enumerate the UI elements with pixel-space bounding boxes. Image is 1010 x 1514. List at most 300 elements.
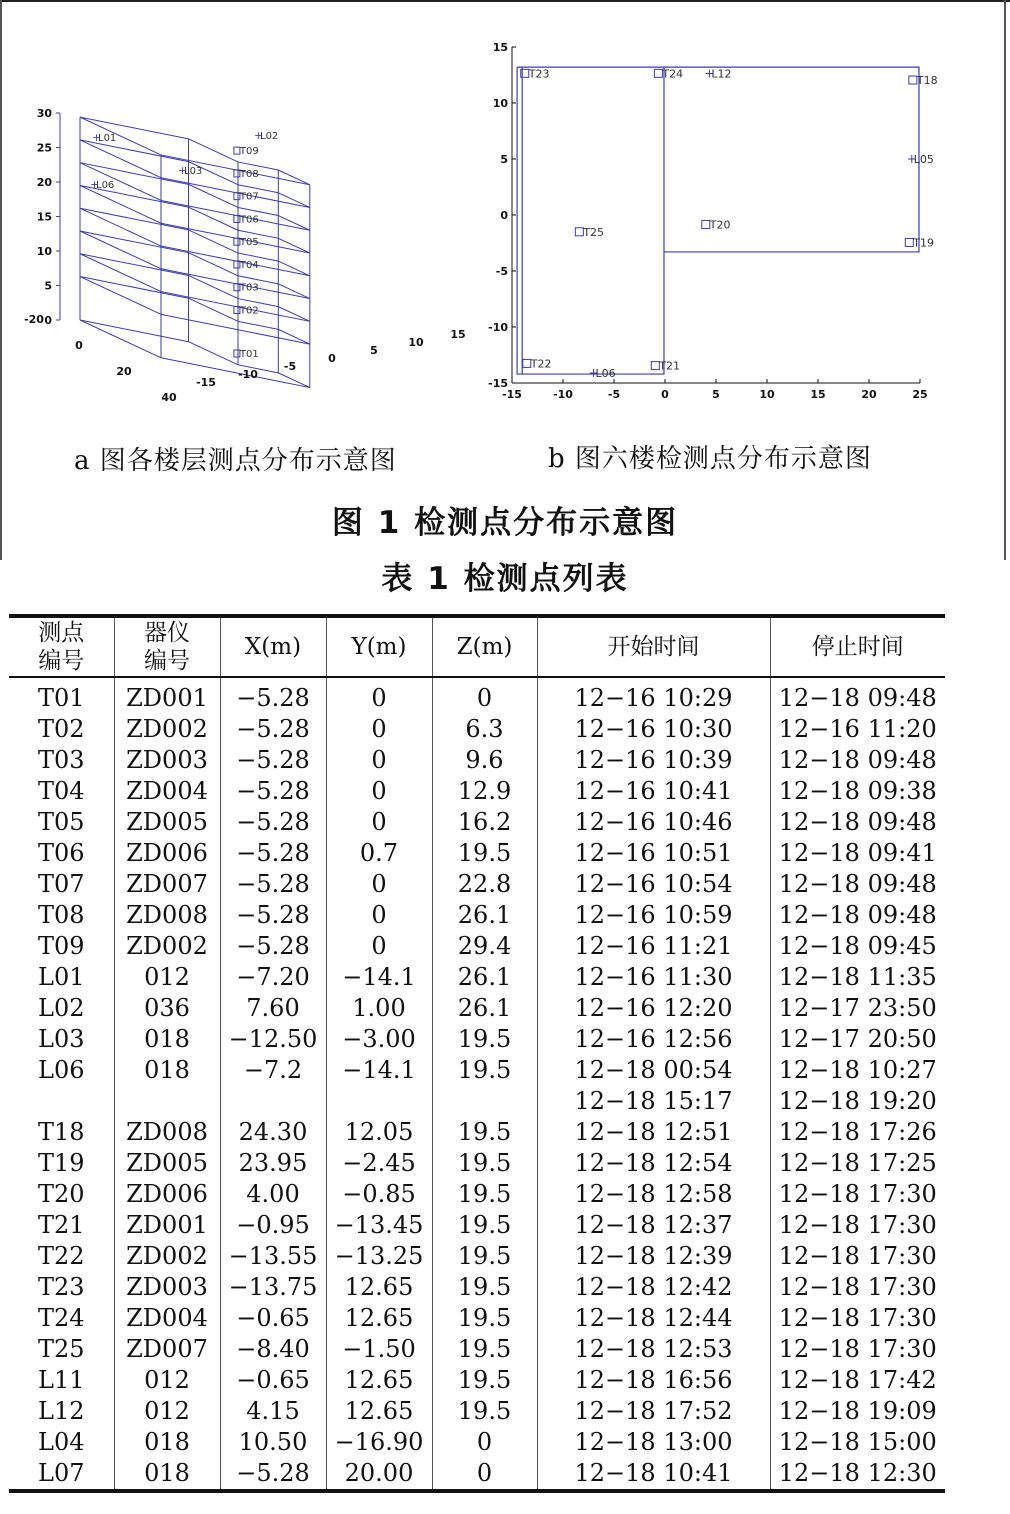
table-row <box>9 714 945 745</box>
figure-b-y-tick-label: -10 <box>488 321 508 334</box>
figure-a-y-tick-label: 20 <box>116 365 132 378</box>
figure-a-floor-edge <box>80 231 189 253</box>
table-cell: ZD005 <box>114 1148 220 1179</box>
figure-b-point-label: L06 <box>595 366 616 380</box>
figure-a-frame <box>56 113 310 388</box>
figure-a-x-tick-label: 15 <box>450 328 466 341</box>
table-cell: ZD002 <box>114 1241 220 1272</box>
table-cell: 19.5 <box>432 1055 537 1086</box>
table-cell <box>326 1086 432 1117</box>
table-cell: 23.95 <box>220 1148 326 1179</box>
table-cell: ZD007 <box>114 869 220 900</box>
figure-a-point-marker: + <box>92 131 102 144</box>
table-cell: 12−18 12:42 <box>537 1272 770 1303</box>
table-cell: T06 <box>9 838 114 869</box>
table-cell: ZD002 <box>114 931 220 962</box>
table-cell: 12−18 10:27 <box>778 1056 937 1084</box>
table-cell: 20.00 <box>326 1458 432 1491</box>
table-cell: 012 <box>114 1365 220 1396</box>
table-cell: 12.65 <box>326 1365 432 1396</box>
figure-a-x-tick-label: -10 <box>238 368 258 381</box>
table-cell: −13.75 <box>220 1272 326 1303</box>
table-cell: 12−18 19:20 <box>778 1087 937 1115</box>
figure-a-points <box>90 129 278 360</box>
table-cell: T19 <box>9 1148 114 1179</box>
figure-a-point-label: T09 <box>239 146 259 158</box>
figure-b-x-tick-label: 20 <box>861 388 877 401</box>
figure-b-x-tick-label: -10 <box>553 388 573 401</box>
table-cell: 012 <box>114 1396 220 1427</box>
table-cell: −13.55 <box>220 1241 326 1272</box>
figure-a-point-label: L01 <box>98 133 117 144</box>
table-cell: −2.45 <box>326 1148 432 1179</box>
table-cell: 19.5 <box>432 838 537 869</box>
figure-a-floor-edge <box>80 254 161 292</box>
table-row <box>9 776 945 807</box>
table-cell: 12−18 12:37 <box>537 1210 770 1241</box>
table-cell: T04 <box>9 776 114 807</box>
figure-a-3d-floors <box>24 80 470 404</box>
figure-a-y-tick-label: 40 <box>161 391 177 404</box>
table-cell: T21 <box>9 1210 114 1241</box>
figure-a-floor-edge <box>189 139 239 162</box>
table-cell: L12 <box>9 1396 114 1427</box>
figure-b-point-label: L05 <box>913 153 934 166</box>
figure-a-floor-edge <box>278 329 310 344</box>
table-cell: 0 <box>432 1427 537 1458</box>
table-cell: 12−16 12:20 <box>537 993 770 1024</box>
table-cell: 12−18 12:30 <box>778 1459 937 1487</box>
table-row <box>9 931 945 962</box>
table-header-text: X(m) <box>244 634 302 660</box>
table-row <box>9 1179 945 1210</box>
table-row <box>9 1024 945 1055</box>
table-cell: 12−18 12:44 <box>537 1303 770 1334</box>
table-cell: −5.28 <box>220 677 326 714</box>
table-header-cell <box>432 616 537 677</box>
table-cell: 12−16 11:21 <box>537 931 770 962</box>
figure-b-point-marker <box>702 221 710 229</box>
figure-b-point-marker <box>654 69 662 77</box>
table-cell: 0 <box>326 714 432 745</box>
table-row <box>9 1272 945 1303</box>
table-cell: T18 <box>9 1117 114 1148</box>
table-header-row <box>9 616 945 677</box>
figure-b-x-tick-label: -15 <box>502 388 522 401</box>
table-cell: 26.1 <box>432 993 537 1024</box>
figure-a-point-marker: + <box>90 178 100 191</box>
figure-a-point-label: L06 <box>96 180 115 191</box>
table-cell: 22.8 <box>432 869 537 900</box>
table-cell: −13.45 <box>326 1210 432 1241</box>
figure-b-point-marker <box>909 76 917 84</box>
table-cell: −5.28 <box>220 714 326 745</box>
table-cell: 12−18 12:51 <box>537 1117 770 1148</box>
figure-a-floor-edge <box>278 284 310 299</box>
table-cell: −5.28 <box>220 931 326 962</box>
figure-a-point-marker: + <box>254 129 264 142</box>
table-cell: −12.50 <box>220 1024 326 1055</box>
table-cell: 0 <box>326 931 432 962</box>
figure-a-y-tick-label: -20 <box>24 313 44 326</box>
figure-a-floor-edge <box>80 208 161 246</box>
table-cell: ZD008 <box>114 1117 220 1148</box>
table-row <box>9 1396 945 1427</box>
table-row <box>9 993 945 1024</box>
table-cell: 26.1 <box>432 962 537 993</box>
table-cell: −13.25 <box>326 1241 432 1272</box>
table-cell: 12−18 17:30 <box>778 1180 937 1208</box>
table-cell <box>220 1086 326 1117</box>
table-cell <box>432 1086 537 1117</box>
figure-a-x-tick-label: 10 <box>408 336 424 349</box>
table-cell: ZD003 <box>114 745 220 776</box>
table-cell: 12−18 12:58 <box>537 1179 770 1210</box>
table-cell: ZD004 <box>114 776 220 807</box>
table-cell: 12−18 11:35 <box>778 963 937 991</box>
figure-a-point-label: T07 <box>239 191 259 203</box>
table-cell: T05 <box>9 807 114 838</box>
table-cell: L07 <box>9 1458 114 1491</box>
table-cell: −5.28 <box>220 745 326 776</box>
figure-a-z-tick-label: 10 <box>36 245 52 258</box>
table-row <box>9 677 945 714</box>
table-cell: T22 <box>9 1241 114 1272</box>
table-cell: 12−18 09:45 <box>778 932 937 960</box>
table-cell: ZD006 <box>114 1179 220 1210</box>
table-cell: T09 <box>9 931 114 962</box>
table-cell: 12.9 <box>432 776 537 807</box>
table-cell: ZD006 <box>114 838 220 869</box>
figure-b-y-tick-label: 10 <box>492 97 508 110</box>
table-cell: −0.65 <box>220 1365 326 1396</box>
figure-b-floor-plan <box>490 35 950 415</box>
table-cell: 9.6 <box>432 745 537 776</box>
table-cell: 12−18 17:30 <box>778 1242 937 1270</box>
figure-a-point-label: T01 <box>239 348 259 360</box>
table-header-cell <box>114 616 220 677</box>
table-cell: ZD007 <box>114 1334 220 1365</box>
table-row <box>9 1148 945 1179</box>
table-cell: 19.5 <box>432 1024 537 1055</box>
table-cell: −14.1 <box>326 962 432 993</box>
table-cell: 12−18 09:48 <box>778 684 937 712</box>
table-cell: 12−16 10:59 <box>537 900 770 931</box>
table-cell: ZD001 <box>114 677 220 714</box>
table-cell: T23 <box>9 1272 114 1303</box>
table-cell: 10.50 <box>220 1427 326 1458</box>
table-row <box>9 1458 945 1491</box>
table-cell: 12−18 00:54 <box>537 1055 770 1086</box>
table-cell: 12−18 09:48 <box>778 808 937 836</box>
table-cell: 6.3 <box>432 714 537 745</box>
figure-a-x-tick-label: -15 <box>196 376 216 389</box>
figure-b-point-label: T19 <box>913 236 935 250</box>
table-cell: 12−18 09:48 <box>778 746 937 774</box>
figure-a-floor-edge <box>80 254 189 276</box>
table-cell: 12.65 <box>326 1303 432 1334</box>
table-cell: 19.5 <box>432 1179 537 1210</box>
table-row <box>9 1303 945 1334</box>
table-header-cell <box>326 616 432 677</box>
table-cell: −5.28 <box>220 900 326 931</box>
table-cell: 12−16 12:56 <box>537 1024 770 1055</box>
table-cell: 0.7 <box>326 838 432 869</box>
figure-a-point-label: T02 <box>239 305 259 317</box>
table-cell: 12−18 17:25 <box>778 1149 937 1177</box>
table-cell: 12−18 15:17 <box>537 1086 770 1117</box>
table-cell: 12−18 19:09 <box>778 1397 937 1425</box>
figure-a-z-tick-label: 25 <box>36 141 52 155</box>
figure-b-y-tick-label: -15 <box>488 377 508 390</box>
figure-a-point-label: L03 <box>184 166 203 177</box>
table-header-text: Z(m) <box>456 634 513 660</box>
figure-a-point-label: L02 <box>260 131 279 142</box>
table-cell: 12−18 16:56 <box>537 1365 770 1396</box>
table-header-text: 编号 <box>144 648 190 674</box>
figure-title: 图 1 检测点分布示意图 <box>331 505 679 541</box>
figure-b-point-label: L12 <box>711 67 732 81</box>
figure-a-floor-edge <box>278 238 310 253</box>
table-cell: 12−18 17:42 <box>778 1366 937 1394</box>
figure-b-point-marker: + <box>704 66 715 81</box>
table-cell: 018 <box>114 1055 220 1086</box>
table-cell: −8.40 <box>220 1334 326 1365</box>
table-cell: 19.5 <box>432 1241 537 1272</box>
figure-a-z-tick-label: 15 <box>36 210 52 224</box>
table-cell: 12−18 17:30 <box>778 1211 937 1239</box>
figure-a-floor-edge <box>80 277 189 299</box>
figure-b-wall-left-room <box>517 67 664 374</box>
figure-b-point-marker: + <box>588 365 599 380</box>
table-cell: 12−16 10:54 <box>537 869 770 900</box>
figure-b-point-label: T22 <box>530 357 552 371</box>
figure-b-points <box>521 66 938 380</box>
table-row <box>9 1210 945 1241</box>
table-cell: 12−18 12:39 <box>537 1241 770 1272</box>
figure-a-z-tick-label: 5 <box>44 279 52 293</box>
table-cell: 12−18 17:30 <box>778 1335 937 1363</box>
table-cell: L04 <box>9 1427 114 1458</box>
table-cell: 19.5 <box>432 1365 537 1396</box>
table-cell: T03 <box>9 745 114 776</box>
table-cell: −0.65 <box>220 1303 326 1334</box>
figure-a-floor-edge <box>278 216 310 231</box>
caption-a: a 图各楼层测点分布示意图 <box>74 446 397 476</box>
figure-b-y-tick-label: 0 <box>500 209 508 222</box>
table-cell: 0 <box>326 807 432 838</box>
figure-a-floor-edge <box>80 140 161 178</box>
figure-b-y-tick-label: -5 <box>495 265 508 278</box>
table-cell: 12−18 17:30 <box>778 1304 937 1332</box>
table-cell: 12−18 09:41 <box>778 839 937 867</box>
table-header-cell <box>220 616 326 677</box>
figure-a-x-tick-label: 5 <box>370 344 378 357</box>
table-cell: 19.5 <box>432 1148 537 1179</box>
table-cell: 29.4 <box>432 931 537 962</box>
figure-a-floor-edge <box>80 231 161 269</box>
figure-a-point-label: T03 <box>239 282 259 294</box>
figure-b-x-tick-label: 10 <box>759 388 775 401</box>
figure-a-floor-edge <box>238 321 278 329</box>
caption-b: b 图六楼检测点分布示意图 <box>548 444 872 474</box>
table-row <box>9 869 945 900</box>
figure-a-floor-edge <box>80 208 189 230</box>
table-cell: 12−16 11:30 <box>537 962 770 993</box>
table-cell: ZD002 <box>114 714 220 745</box>
figure-a-floor-edge <box>278 307 310 322</box>
figure-b-x-tick-label: -5 <box>607 388 621 401</box>
table-row <box>9 807 945 838</box>
table-row <box>9 900 945 931</box>
table-row <box>9 1427 945 1458</box>
left-border <box>0 0 2 560</box>
table-cell: 19.5 <box>432 1396 537 1427</box>
table-header-text: 器仪 <box>144 620 190 646</box>
table-cell: 0 <box>326 776 432 807</box>
figure-b-point-marker: + <box>906 152 917 166</box>
figure-a-floor-edge <box>80 320 161 358</box>
figure-b-y-tick-label: 5 <box>500 153 508 166</box>
figure-a-z-tick-label: 0 <box>44 314 52 327</box>
figure-b-y-tick-label: 15 <box>492 41 508 54</box>
table-cell: T01 <box>9 677 114 714</box>
figure-a-z-tick-label: 20 <box>36 176 52 189</box>
table-cell: 012 <box>114 962 220 993</box>
figure-b-axes <box>512 47 920 383</box>
table-cell: T08 <box>9 900 114 931</box>
table-header-text: 停止时间 <box>811 634 904 660</box>
table-cell: 12−18 15:00 <box>778 1428 937 1456</box>
table-cell: −7.20 <box>220 962 326 993</box>
table-row <box>9 1117 945 1148</box>
table-cell: 0 <box>326 677 432 714</box>
top-border <box>0 0 1010 2</box>
table-cell: −5.28 <box>220 1458 326 1491</box>
table-header-cell <box>770 616 945 677</box>
figure-a-y-tick-label: 0 <box>75 339 83 352</box>
figure-b-point-marker <box>651 362 659 370</box>
table-cell: −3.00 <box>326 1024 432 1055</box>
figure-b-point-label: T21 <box>659 359 681 373</box>
figure-b-point-label: T18 <box>916 74 938 88</box>
table-row <box>9 1055 945 1086</box>
table-row <box>9 745 945 776</box>
table-cell: 018 <box>114 1024 220 1055</box>
table-cell: 0 <box>432 1458 537 1491</box>
figure-b-point-marker <box>523 359 531 367</box>
table-cell: 12−16 10:46 <box>537 807 770 838</box>
table-cell: −0.95 <box>220 1210 326 1241</box>
figure-a-floor-edge <box>189 342 239 365</box>
table-cell: −5.28 <box>220 807 326 838</box>
table-header-cell <box>537 616 770 677</box>
table-cell: 12−16 11:20 <box>778 715 937 743</box>
table-cell: ZD001 <box>114 1210 220 1241</box>
figure-b-point-label: T24 <box>662 67 684 81</box>
table-cell: 0 <box>326 745 432 776</box>
table-cell: 0 <box>326 869 432 900</box>
table-header-text: 编号 <box>38 648 85 674</box>
figure-b-point-label: T20 <box>709 218 731 232</box>
table-cell: L03 <box>9 1024 114 1055</box>
table-cell: 12−18 10:41 <box>537 1458 770 1491</box>
figure-a-point-label: T06 <box>239 214 259 226</box>
table-cell: 018 <box>114 1458 220 1491</box>
figure-b-x-tick-label: 0 <box>661 388 669 401</box>
table-cell: 12−16 10:51 <box>537 838 770 869</box>
table-cell: L06 <box>9 1055 114 1086</box>
table-cell: L01 <box>9 962 114 993</box>
table-cell: 4.00 <box>220 1179 326 1210</box>
figure-a-x-tick-label: -5 <box>283 360 297 373</box>
table-row <box>9 1241 945 1272</box>
table-cell: 16.2 <box>432 807 537 838</box>
table-cell: −1.50 <box>326 1334 432 1365</box>
table-cell: 12−18 09:38 <box>778 777 937 805</box>
table-cell: −5.28 <box>220 869 326 900</box>
table-cell: 12−16 10:41 <box>537 776 770 807</box>
table-cell: L11 <box>9 1365 114 1396</box>
table-cell: 19.5 <box>432 1303 537 1334</box>
table-header-text: 测点 <box>38 620 85 646</box>
table-row <box>9 1334 945 1365</box>
table-cell: 036 <box>114 993 220 1024</box>
table-cell: ZD005 <box>114 807 220 838</box>
figure-a-x-tick-label: 0 <box>328 352 336 365</box>
table-cell: 1.00 <box>326 993 432 1024</box>
table-cell: 0 <box>432 677 537 714</box>
table-row <box>9 1365 945 1396</box>
table-cell <box>9 1086 114 1117</box>
figure-a-point-label: T08 <box>239 168 259 180</box>
table-cell: −5.28 <box>220 838 326 869</box>
table-cell: −16.90 <box>326 1427 432 1458</box>
table-cell: T20 <box>9 1179 114 1210</box>
table-header-text: Y(m) <box>351 634 407 660</box>
figure-b-x-tick-label: 5 <box>712 388 720 401</box>
detection-points-table <box>9 614 945 1493</box>
table-row <box>9 1086 945 1117</box>
table-cell: 12−18 17:26 <box>778 1118 937 1146</box>
figure-a-floor-edge <box>278 170 310 185</box>
table-cell: −7.2 <box>220 1055 326 1086</box>
table-cell: 7.60 <box>220 993 326 1024</box>
figure-b-point-marker <box>575 228 583 236</box>
table-cell: 018 <box>114 1427 220 1458</box>
figure-b-x-tick-label: 15 <box>810 388 826 401</box>
table-cell: ZD004 <box>114 1303 220 1334</box>
table-cell: T02 <box>9 714 114 745</box>
table-cell: T07 <box>9 869 114 900</box>
table-cell: −14.1 <box>326 1055 432 1086</box>
table-cell: 12−18 09:48 <box>778 901 937 929</box>
table-cell: ZD003 <box>114 1272 220 1303</box>
table-cell: 12−18 13:00 <box>537 1427 770 1458</box>
table-cell: L02 <box>9 993 114 1024</box>
table-title: 表 1 检测点列表 <box>381 561 629 597</box>
table-cell <box>114 1086 220 1117</box>
figure-a-floor-edge <box>278 373 310 388</box>
table-cell: 26.1 <box>432 900 537 931</box>
table-cell: 12−18 12:54 <box>537 1148 770 1179</box>
table-body <box>9 677 945 1491</box>
figure-a-floor-edge <box>80 185 161 223</box>
table-cell: ZD008 <box>114 900 220 931</box>
figure-a-point-label: T05 <box>239 237 259 249</box>
table-cell: 19.5 <box>432 1117 537 1148</box>
table-cell: 12−17 20:50 <box>778 1025 937 1053</box>
